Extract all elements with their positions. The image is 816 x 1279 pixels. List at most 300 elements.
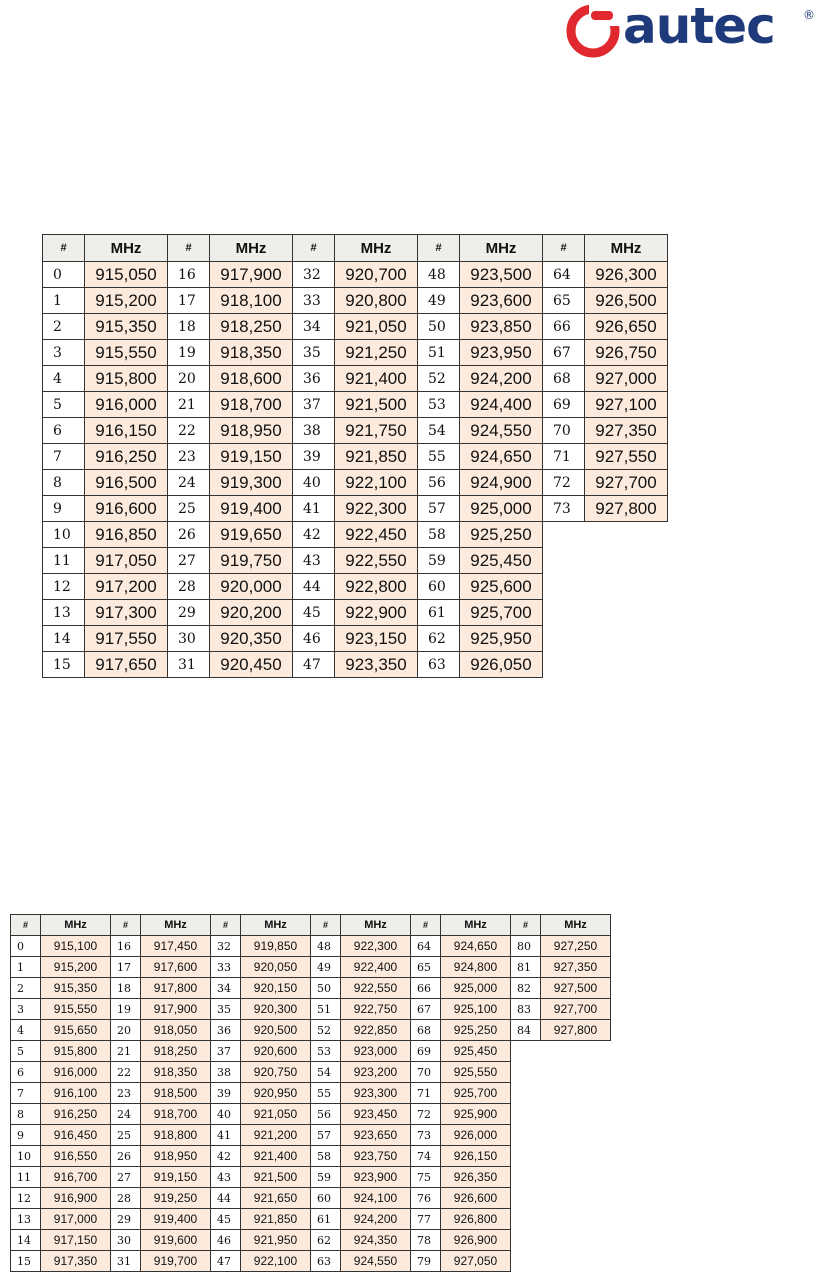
channel-frequency: 925,250 bbox=[460, 522, 543, 548]
channel-number: 23 bbox=[168, 444, 210, 470]
channel-number: 31 bbox=[168, 652, 210, 678]
channel-frequency: 919,150 bbox=[141, 1167, 211, 1188]
frequency-table-2 bbox=[10, 914, 611, 1272]
channel-number: 70 bbox=[543, 418, 585, 444]
channel-frequency: 916,700 bbox=[41, 1167, 111, 1188]
channel-number: 52 bbox=[311, 1020, 341, 1041]
column-header-mhz: MHz bbox=[541, 915, 611, 936]
channel-frequency: 915,050 bbox=[85, 262, 168, 288]
column-header-number: # bbox=[11, 915, 41, 936]
channel-frequency: 915,200 bbox=[41, 957, 111, 978]
channel-frequency: 919,600 bbox=[141, 1230, 211, 1251]
empty-cell bbox=[541, 1251, 611, 1272]
channel-number: 46 bbox=[211, 1230, 241, 1251]
channel-number: 35 bbox=[293, 340, 335, 366]
channel-frequency: 917,800 bbox=[141, 978, 211, 999]
channel-frequency: 922,100 bbox=[335, 470, 418, 496]
channel-number: 40 bbox=[211, 1104, 241, 1125]
channel-frequency: 923,350 bbox=[335, 652, 418, 678]
channel-frequency: 927,350 bbox=[541, 957, 611, 978]
channel-frequency: 921,250 bbox=[335, 340, 418, 366]
empty-cell bbox=[511, 1230, 541, 1251]
column-header-mhz: MHz bbox=[335, 235, 418, 262]
channel-frequency: 916,500 bbox=[85, 470, 168, 496]
channel-frequency: 917,000 bbox=[41, 1209, 111, 1230]
channel-frequency: 915,100 bbox=[41, 936, 111, 957]
channel-frequency: 917,300 bbox=[85, 600, 168, 626]
empty-cell bbox=[541, 1146, 611, 1167]
channel-number: 32 bbox=[211, 936, 241, 957]
channel-number: 78 bbox=[411, 1230, 441, 1251]
channel-frequency: 927,800 bbox=[541, 1020, 611, 1041]
channel-frequency: 923,150 bbox=[335, 626, 418, 652]
channel-frequency: 925,700 bbox=[441, 1083, 511, 1104]
column-header-number: # bbox=[168, 235, 210, 262]
channel-frequency: 925,700 bbox=[460, 600, 543, 626]
channel-number: 43 bbox=[293, 548, 335, 574]
channel-frequency: 917,550 bbox=[85, 626, 168, 652]
channel-number: 23 bbox=[111, 1083, 141, 1104]
channel-frequency: 924,550 bbox=[341, 1251, 411, 1272]
channel-frequency: 916,000 bbox=[85, 392, 168, 418]
channel-number: 83 bbox=[511, 999, 541, 1020]
channel-frequency: 922,400 bbox=[341, 957, 411, 978]
autec-logo-mark-icon bbox=[563, 2, 623, 60]
channel-frequency: 921,500 bbox=[241, 1167, 311, 1188]
channel-frequency: 916,250 bbox=[85, 444, 168, 470]
table-row bbox=[43, 548, 668, 574]
channel-number: 61 bbox=[311, 1209, 341, 1230]
channel-number: 60 bbox=[418, 574, 460, 600]
channel-frequency: 923,950 bbox=[460, 340, 543, 366]
channel-frequency: 915,550 bbox=[41, 999, 111, 1020]
channel-number: 70 bbox=[411, 1062, 441, 1083]
channel-frequency: 927,350 bbox=[585, 418, 668, 444]
channel-number: 49 bbox=[418, 288, 460, 314]
channel-number: 41 bbox=[293, 496, 335, 522]
empty-cell bbox=[541, 1083, 611, 1104]
channel-frequency: 926,350 bbox=[441, 1167, 511, 1188]
channel-number: 29 bbox=[168, 600, 210, 626]
channel-number: 59 bbox=[311, 1167, 341, 1188]
channel-frequency: 926,150 bbox=[441, 1146, 511, 1167]
channel-number: 54 bbox=[311, 1062, 341, 1083]
empty-cell bbox=[511, 1104, 541, 1125]
table-row bbox=[43, 496, 668, 522]
channel-number: 2 bbox=[43, 314, 85, 340]
channel-number: 22 bbox=[111, 1062, 141, 1083]
channel-number: 31 bbox=[111, 1251, 141, 1272]
channel-number: 58 bbox=[418, 522, 460, 548]
channel-number: 12 bbox=[43, 574, 85, 600]
channel-frequency: 924,100 bbox=[341, 1188, 411, 1209]
channel-frequency: 919,150 bbox=[210, 444, 293, 470]
empty-cell bbox=[541, 1104, 611, 1125]
channel-frequency: 917,450 bbox=[141, 936, 211, 957]
channel-number: 1 bbox=[11, 957, 41, 978]
column-header-number: # bbox=[111, 915, 141, 936]
channel-number: 66 bbox=[543, 314, 585, 340]
channel-frequency: 920,300 bbox=[241, 999, 311, 1020]
channel-number: 38 bbox=[293, 418, 335, 444]
table-row bbox=[11, 1146, 611, 1167]
table-row bbox=[11, 999, 611, 1020]
channel-number: 15 bbox=[11, 1251, 41, 1272]
channel-number: 43 bbox=[211, 1167, 241, 1188]
channel-frequency: 926,000 bbox=[441, 1125, 511, 1146]
empty-cell bbox=[541, 1230, 611, 1251]
channel-number: 1 bbox=[43, 288, 85, 314]
channel-number: 14 bbox=[11, 1230, 41, 1251]
channel-frequency: 923,900 bbox=[341, 1167, 411, 1188]
channel-frequency: 925,950 bbox=[460, 626, 543, 652]
channel-frequency: 922,550 bbox=[341, 978, 411, 999]
channel-number: 10 bbox=[11, 1146, 41, 1167]
empty-cell bbox=[541, 1041, 611, 1062]
channel-number: 69 bbox=[411, 1041, 441, 1062]
registered-mark: ® bbox=[803, 8, 815, 22]
channel-number: 53 bbox=[311, 1041, 341, 1062]
channel-number: 30 bbox=[168, 626, 210, 652]
channel-number: 26 bbox=[111, 1146, 141, 1167]
channel-number: 64 bbox=[543, 262, 585, 288]
channel-number: 24 bbox=[168, 470, 210, 496]
channel-frequency: 926,300 bbox=[585, 262, 668, 288]
table-row bbox=[43, 470, 668, 496]
empty-cell bbox=[511, 1167, 541, 1188]
channel-frequency: 927,100 bbox=[585, 392, 668, 418]
channel-number: 36 bbox=[293, 366, 335, 392]
channel-frequency: 921,850 bbox=[241, 1209, 311, 1230]
channel-frequency: 927,500 bbox=[541, 978, 611, 999]
channel-frequency: 920,500 bbox=[241, 1020, 311, 1041]
table-row bbox=[43, 600, 668, 626]
channel-frequency: 916,600 bbox=[85, 496, 168, 522]
empty-cell bbox=[543, 652, 585, 678]
column-header-number: # bbox=[293, 235, 335, 262]
channel-frequency: 920,950 bbox=[241, 1083, 311, 1104]
table-row bbox=[43, 340, 668, 366]
channel-frequency: 915,350 bbox=[41, 978, 111, 999]
channel-number: 80 bbox=[511, 936, 541, 957]
table-row bbox=[11, 1062, 611, 1083]
channel-frequency: 918,250 bbox=[210, 314, 293, 340]
column-header-mhz: MHz bbox=[210, 235, 293, 262]
channel-number: 25 bbox=[168, 496, 210, 522]
channel-frequency: 920,150 bbox=[241, 978, 311, 999]
channel-frequency: 918,350 bbox=[210, 340, 293, 366]
channel-frequency: 924,400 bbox=[460, 392, 543, 418]
channel-number: 67 bbox=[411, 999, 441, 1020]
column-header-number: # bbox=[311, 915, 341, 936]
table-header-row bbox=[43, 235, 668, 262]
channel-frequency: 919,850 bbox=[241, 936, 311, 957]
empty-cell bbox=[543, 626, 585, 652]
channel-frequency: 920,800 bbox=[335, 288, 418, 314]
empty-cell bbox=[585, 574, 668, 600]
column-header-mhz: MHz bbox=[241, 915, 311, 936]
channel-number: 44 bbox=[293, 574, 335, 600]
column-header-mhz: MHz bbox=[341, 915, 411, 936]
table-row bbox=[43, 652, 668, 678]
channel-frequency: 923,450 bbox=[341, 1104, 411, 1125]
channel-frequency: 924,650 bbox=[441, 936, 511, 957]
channel-frequency: 918,950 bbox=[210, 418, 293, 444]
empty-cell bbox=[511, 1146, 541, 1167]
channel-frequency: 927,050 bbox=[441, 1251, 511, 1272]
channel-number: 63 bbox=[311, 1251, 341, 1272]
column-header-mhz: MHz bbox=[41, 915, 111, 936]
table-row bbox=[11, 978, 611, 999]
channel-frequency: 926,800 bbox=[441, 1209, 511, 1230]
channel-number: 62 bbox=[311, 1230, 341, 1251]
channel-frequency: 927,000 bbox=[585, 366, 668, 392]
channel-number: 3 bbox=[43, 340, 85, 366]
channel-number: 19 bbox=[168, 340, 210, 366]
channel-frequency: 924,650 bbox=[460, 444, 543, 470]
channel-frequency: 920,200 bbox=[210, 600, 293, 626]
table-row bbox=[11, 1188, 611, 1209]
channel-frequency: 923,650 bbox=[341, 1125, 411, 1146]
brand-name: autec bbox=[623, 0, 775, 55]
channel-frequency: 918,950 bbox=[141, 1146, 211, 1167]
channel-number: 82 bbox=[511, 978, 541, 999]
channel-frequency: 917,900 bbox=[141, 999, 211, 1020]
channel-frequency: 921,500 bbox=[335, 392, 418, 418]
empty-cell bbox=[511, 1083, 541, 1104]
channel-number: 2 bbox=[11, 978, 41, 999]
channel-frequency: 918,700 bbox=[141, 1104, 211, 1125]
channel-number: 56 bbox=[418, 470, 460, 496]
channel-number: 73 bbox=[411, 1125, 441, 1146]
channel-frequency: 924,900 bbox=[460, 470, 543, 496]
channel-frequency: 915,800 bbox=[41, 1041, 111, 1062]
channel-number: 6 bbox=[11, 1062, 41, 1083]
channel-frequency: 917,900 bbox=[210, 262, 293, 288]
channel-frequency: 927,700 bbox=[541, 999, 611, 1020]
channel-frequency: 922,800 bbox=[335, 574, 418, 600]
channel-frequency: 919,400 bbox=[141, 1209, 211, 1230]
channel-frequency: 921,050 bbox=[241, 1104, 311, 1125]
channel-frequency: 924,200 bbox=[341, 1209, 411, 1230]
empty-cell bbox=[511, 1251, 541, 1272]
channel-number: 33 bbox=[211, 957, 241, 978]
channel-frequency: 915,650 bbox=[41, 1020, 111, 1041]
channel-number: 11 bbox=[11, 1167, 41, 1188]
column-header-number: # bbox=[543, 235, 585, 262]
channel-frequency: 923,300 bbox=[341, 1083, 411, 1104]
channel-number: 14 bbox=[43, 626, 85, 652]
channel-frequency: 920,350 bbox=[210, 626, 293, 652]
table-row bbox=[11, 1125, 611, 1146]
channel-number: 45 bbox=[293, 600, 335, 626]
channel-frequency: 916,100 bbox=[41, 1083, 111, 1104]
channel-number: 58 bbox=[311, 1146, 341, 1167]
table-row bbox=[43, 392, 668, 418]
channel-frequency: 916,900 bbox=[41, 1188, 111, 1209]
channel-frequency: 917,150 bbox=[41, 1230, 111, 1251]
channel-number: 30 bbox=[111, 1230, 141, 1251]
channel-number: 22 bbox=[168, 418, 210, 444]
channel-number: 27 bbox=[168, 548, 210, 574]
channel-frequency: 926,900 bbox=[441, 1230, 511, 1251]
empty-cell bbox=[585, 522, 668, 548]
channel-number: 16 bbox=[111, 936, 141, 957]
channel-frequency: 923,000 bbox=[341, 1041, 411, 1062]
channel-frequency: 919,300 bbox=[210, 470, 293, 496]
channel-number: 20 bbox=[111, 1020, 141, 1041]
channel-number: 62 bbox=[418, 626, 460, 652]
channel-frequency: 923,850 bbox=[460, 314, 543, 340]
channel-frequency: 925,000 bbox=[460, 496, 543, 522]
empty-cell bbox=[511, 1188, 541, 1209]
channel-number: 53 bbox=[418, 392, 460, 418]
table-row bbox=[11, 1209, 611, 1230]
channel-number: 3 bbox=[11, 999, 41, 1020]
channel-frequency: 925,450 bbox=[441, 1041, 511, 1062]
column-header-number: # bbox=[211, 915, 241, 936]
channel-frequency: 921,950 bbox=[241, 1230, 311, 1251]
channel-frequency: 920,000 bbox=[210, 574, 293, 600]
channel-number: 0 bbox=[11, 936, 41, 957]
channel-number: 26 bbox=[168, 522, 210, 548]
channel-number: 52 bbox=[418, 366, 460, 392]
table-row bbox=[43, 418, 668, 444]
channel-frequency: 916,250 bbox=[41, 1104, 111, 1125]
channel-number: 34 bbox=[211, 978, 241, 999]
table-row bbox=[11, 957, 611, 978]
channel-frequency: 921,650 bbox=[241, 1188, 311, 1209]
channel-number: 8 bbox=[43, 470, 85, 496]
channel-number: 37 bbox=[293, 392, 335, 418]
channel-frequency: 923,500 bbox=[460, 262, 543, 288]
table-row bbox=[11, 1041, 611, 1062]
channel-frequency: 924,200 bbox=[460, 366, 543, 392]
channel-frequency: 923,750 bbox=[341, 1146, 411, 1167]
column-header-number: # bbox=[511, 915, 541, 936]
channel-frequency: 924,550 bbox=[460, 418, 543, 444]
channel-number: 65 bbox=[411, 957, 441, 978]
empty-cell bbox=[585, 652, 668, 678]
channel-number: 9 bbox=[43, 496, 85, 522]
channel-frequency: 921,400 bbox=[335, 366, 418, 392]
channel-number: 64 bbox=[411, 936, 441, 957]
channel-number: 4 bbox=[43, 366, 85, 392]
channel-number: 5 bbox=[43, 392, 85, 418]
table-row bbox=[11, 1167, 611, 1188]
channel-number: 65 bbox=[543, 288, 585, 314]
channel-frequency: 927,550 bbox=[585, 444, 668, 470]
table-row bbox=[11, 1230, 611, 1251]
channel-number: 40 bbox=[293, 470, 335, 496]
channel-frequency: 922,550 bbox=[335, 548, 418, 574]
table-row bbox=[43, 366, 668, 392]
column-header-number: # bbox=[411, 915, 441, 936]
channel-number: 57 bbox=[418, 496, 460, 522]
channel-number: 56 bbox=[311, 1104, 341, 1125]
channel-number: 32 bbox=[293, 262, 335, 288]
channel-number: 55 bbox=[418, 444, 460, 470]
channel-number: 48 bbox=[311, 936, 341, 957]
empty-cell bbox=[541, 1167, 611, 1188]
channel-number: 18 bbox=[168, 314, 210, 340]
channel-number: 44 bbox=[211, 1188, 241, 1209]
channel-frequency: 922,450 bbox=[335, 522, 418, 548]
channel-number: 27 bbox=[111, 1167, 141, 1188]
channel-frequency: 917,050 bbox=[85, 548, 168, 574]
channel-number: 5 bbox=[11, 1041, 41, 1062]
channel-frequency: 926,750 bbox=[585, 340, 668, 366]
channel-number: 75 bbox=[411, 1167, 441, 1188]
channel-number: 7 bbox=[43, 444, 85, 470]
channel-frequency: 924,800 bbox=[441, 957, 511, 978]
channel-frequency: 925,900 bbox=[441, 1104, 511, 1125]
channel-number: 39 bbox=[293, 444, 335, 470]
channel-frequency: 927,700 bbox=[585, 470, 668, 496]
channel-number: 42 bbox=[293, 522, 335, 548]
channel-frequency: 918,250 bbox=[141, 1041, 211, 1062]
column-header-number: # bbox=[43, 235, 85, 262]
channel-number: 8 bbox=[11, 1104, 41, 1125]
autec-logo bbox=[563, 2, 816, 60]
empty-cell bbox=[541, 1062, 611, 1083]
channel-frequency: 915,350 bbox=[85, 314, 168, 340]
channel-number: 66 bbox=[411, 978, 441, 999]
channel-frequency: 926,500 bbox=[585, 288, 668, 314]
channel-number: 81 bbox=[511, 957, 541, 978]
column-header-number: # bbox=[418, 235, 460, 262]
empty-cell bbox=[511, 1209, 541, 1230]
column-header-mhz: MHz bbox=[441, 915, 511, 936]
channel-frequency: 919,750 bbox=[210, 548, 293, 574]
channel-frequency: 918,100 bbox=[210, 288, 293, 314]
channel-number: 71 bbox=[543, 444, 585, 470]
channel-frequency: 923,200 bbox=[341, 1062, 411, 1083]
channel-number: 29 bbox=[111, 1209, 141, 1230]
channel-number: 74 bbox=[411, 1146, 441, 1167]
channel-number: 84 bbox=[511, 1020, 541, 1041]
channel-number: 63 bbox=[418, 652, 460, 678]
channel-number: 28 bbox=[111, 1188, 141, 1209]
channel-frequency: 917,600 bbox=[141, 957, 211, 978]
channel-number: 71 bbox=[411, 1083, 441, 1104]
column-header-mhz: MHz bbox=[85, 235, 168, 262]
channel-frequency: 926,050 bbox=[460, 652, 543, 678]
channel-frequency: 918,600 bbox=[210, 366, 293, 392]
channel-frequency: 919,700 bbox=[141, 1251, 211, 1272]
channel-frequency: 915,800 bbox=[85, 366, 168, 392]
channel-frequency: 920,050 bbox=[241, 957, 311, 978]
channel-frequency: 926,600 bbox=[441, 1188, 511, 1209]
channel-frequency: 916,150 bbox=[85, 418, 168, 444]
channel-frequency: 921,050 bbox=[335, 314, 418, 340]
empty-cell bbox=[585, 626, 668, 652]
channel-number: 20 bbox=[168, 366, 210, 392]
channel-number: 24 bbox=[111, 1104, 141, 1125]
table-row bbox=[43, 314, 668, 340]
channel-frequency: 916,850 bbox=[85, 522, 168, 548]
table-row bbox=[11, 1083, 611, 1104]
channel-frequency: 926,650 bbox=[585, 314, 668, 340]
channel-number: 13 bbox=[43, 600, 85, 626]
channel-number: 41 bbox=[211, 1125, 241, 1146]
channel-number: 36 bbox=[211, 1020, 241, 1041]
channel-number: 54 bbox=[418, 418, 460, 444]
channel-frequency: 922,750 bbox=[341, 999, 411, 1020]
channel-frequency: 922,300 bbox=[335, 496, 418, 522]
channel-number: 42 bbox=[211, 1146, 241, 1167]
channel-number: 55 bbox=[311, 1083, 341, 1104]
